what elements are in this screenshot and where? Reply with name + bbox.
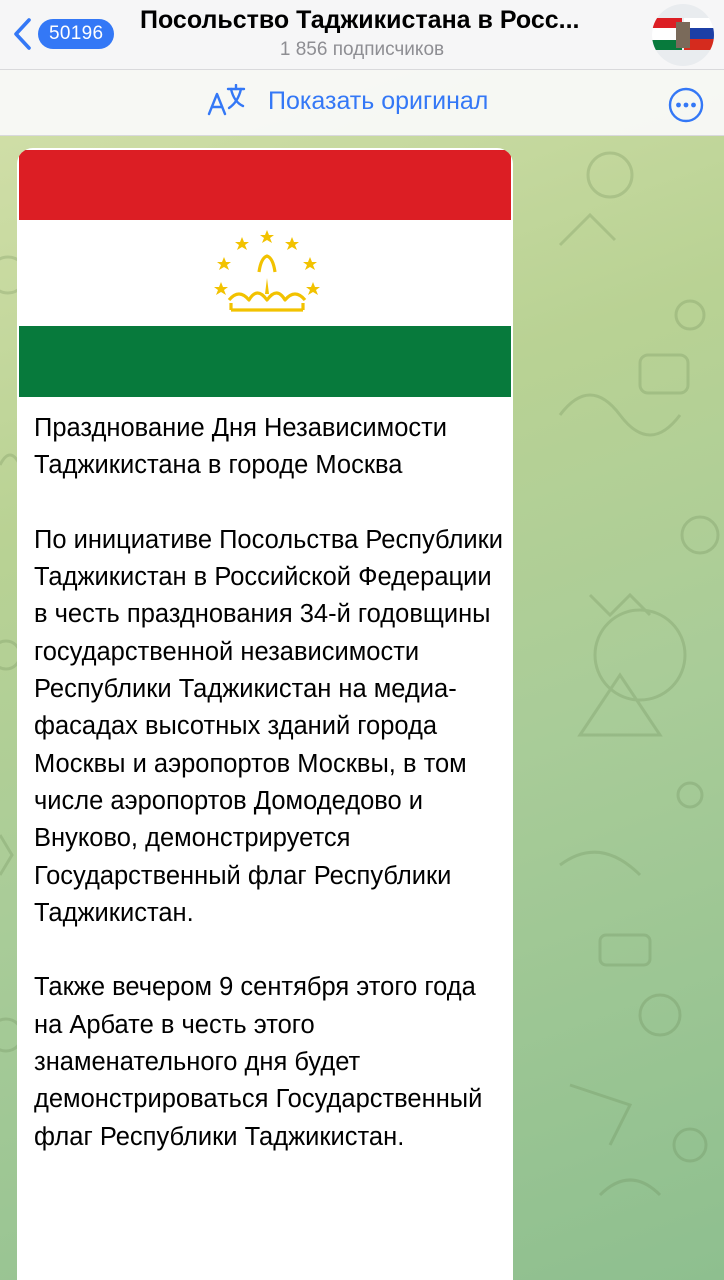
crown-and-stars-emblem (209, 230, 325, 322)
message-heading: Празднование Дня Независимости Таджикистана в городе Москва (34, 414, 448, 480)
flag-green-stripe (19, 326, 511, 397)
subscriber-count: 1 856 подписчиков (279, 39, 445, 60)
chevron-left-icon (10, 14, 34, 54)
back-button[interactable] (10, 14, 114, 54)
translate-icon (206, 84, 246, 118)
channel-avatar[interactable] (652, 4, 714, 66)
chat-header (0, 0, 724, 70)
message-paragraph: По инициативе Посольства Республики Таджикистан в Российской Федерации в честь празднования 34-й годовщины государственной независимости Республики Таджикистан на медиа-фасадах высотных зданий города Москвы и аэропортов Москвы, в том числе аэропортов Домодедово и Внуково, демонстрируется Государственный флаг Республики Таджикистан. (34, 525, 504, 927)
message-text (34, 410, 504, 1193)
flag-red-stripe (19, 150, 511, 220)
tajikistan-flag-image[interactable] (19, 150, 511, 397)
more-options-button[interactable] (668, 87, 704, 128)
message-bubble[interactable] (17, 148, 513, 1280)
show-original-label: Показать оригинал (268, 86, 489, 115)
channel-title[interactable]: Посольство Таджикистана в Росс... (140, 6, 580, 34)
show-original-button[interactable] (206, 84, 488, 118)
unread-count-badge: 50196 (38, 19, 114, 49)
more-icon (668, 87, 704, 123)
message-paragraph: Также вечером 9 сентября этого года на Арбате в честь этого знаменательного дня будет демонстрироваться Государственный флаг Республики Таджикистан. (34, 973, 483, 1151)
translate-bar (0, 70, 724, 136)
flags-avatar-image (652, 4, 714, 66)
